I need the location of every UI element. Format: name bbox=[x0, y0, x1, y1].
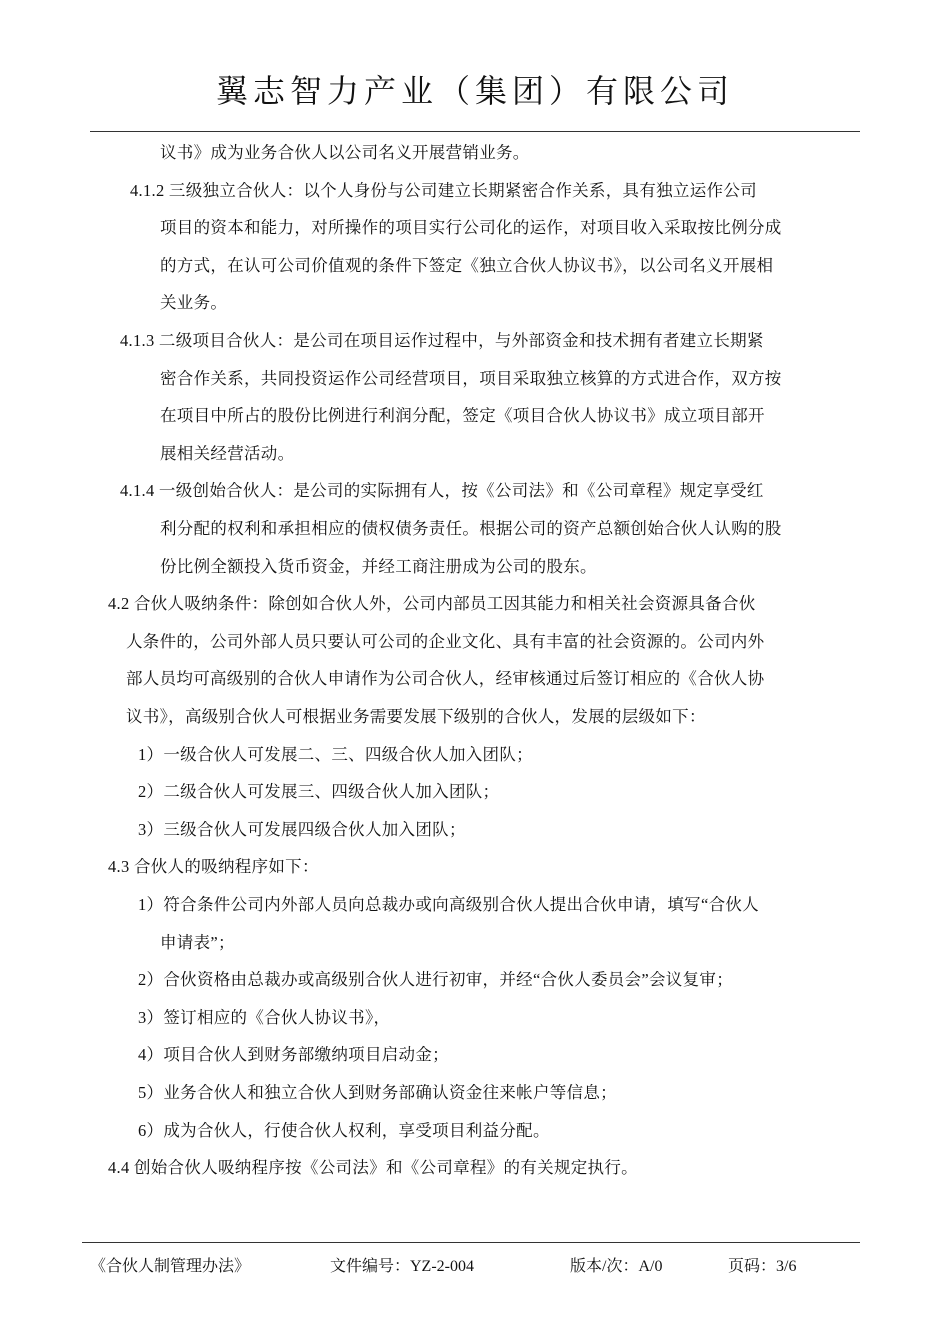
list-item-continuation: 申请表”； bbox=[160, 932, 235, 952]
paragraph-continuation bbox=[160, 134, 530, 172]
text-line: 关业务。 bbox=[160, 293, 228, 313]
paragraph-4-2 bbox=[108, 585, 764, 735]
text-line: 4.3 合伙人的吸纳程序如下： bbox=[108, 857, 319, 877]
paragraph-4-1-2 bbox=[130, 172, 782, 322]
company-title: 翼志智力产业（集团）有限公司 bbox=[215, 72, 734, 110]
text-line: 份比例全额投入货币资金，并经工商注册成为公司的股东。 bbox=[160, 556, 597, 576]
text-line: 密合作关系，共同投资运作公司经营项目，项目采取独立核算的方式进合作，双方按 bbox=[160, 368, 782, 388]
header-divider bbox=[90, 131, 860, 132]
text-line: 人条件的，公司外部人员只要认可公司的企业文化、具有丰富的社会资源的。公司内外 bbox=[126, 631, 765, 651]
list-item: 3）签订相应的《合伙人协议书》， bbox=[138, 1007, 391, 1027]
footer-page-number: 页码：3/6 bbox=[728, 1258, 797, 1275]
text-line: 议书》成为业务合伙人以公司名义开展营销业务。 bbox=[160, 143, 530, 162]
text-line: 4.1.4 一级创始合伙人：是公司的实际拥有人，按《公司法》和《公司章程》规定享受红 bbox=[120, 481, 764, 501]
list-item: 6）成为合伙人，行使合伙人权利，享受项目利益分配。 bbox=[138, 1120, 550, 1140]
text-line: 的方式，在认可公司价值观的条件下签定《独立合伙人协议书》，以公司名义开展相 bbox=[160, 255, 774, 275]
text-line: 4.1.3 二级项目合伙人：是公司在项目运作过程中，与外部资金和技术拥有者建立长期紧 bbox=[120, 331, 764, 350]
paragraph-4-1-3 bbox=[120, 322, 782, 472]
paragraph-4-4 bbox=[108, 1149, 638, 1187]
text-line: 议书》，高级别合伙人可根据业务需要发展下级别的合伙人，发展的层级如下： bbox=[126, 706, 706, 726]
paragraph-4-1-4 bbox=[120, 472, 782, 585]
footer-divider bbox=[82, 1242, 860, 1243]
paragraph-4-2-list bbox=[138, 736, 533, 849]
list-item: 4）项目合伙人到财务部缴纳项目启动金； bbox=[138, 1045, 449, 1065]
footer-version: 版本/次：A/0 bbox=[570, 1258, 663, 1275]
text-line: 部人员均可高级别的合伙人申请作为公司合伙人，经审核通过后签订相应的《合伙人协 bbox=[126, 669, 765, 689]
list-item: 2）二级合伙人可发展三、四级合伙人加入团队； bbox=[138, 782, 500, 802]
list-item: 1）符合条件公司内外部人员向总裁办或向高级别合伙人提出合伙申请，填写“合伙人 bbox=[138, 895, 759, 914]
paragraph-4-3 bbox=[108, 848, 319, 886]
text-line: 4.4 创始合伙人吸纳程序按《公司法》和《公司章程》的有关规定执行。 bbox=[108, 1158, 638, 1177]
list-item: 2）合伙资格由总裁办或高级别合伙人进行初审，并经“合伙人委员会”会议复审； bbox=[138, 970, 733, 990]
text-line: 项目的资本和能力，对所操作的项目实行公司化的运作，对项目收入采取按比例分成 bbox=[160, 218, 782, 238]
text-line: 利分配的权利和承担相应的债权债务责任。根据公司的资产总额创始合伙人认购的股 bbox=[160, 518, 782, 538]
list-item: 3）三级合伙人可发展四级合伙人加入团队； bbox=[138, 819, 466, 839]
list-item: 1）一级合伙人可发展二、三、四级合伙人加入团队； bbox=[138, 744, 533, 764]
text-line: 在项目中所占的股份比例进行利润分配，签定《项目合伙人协议书》成立项目部开 bbox=[160, 406, 765, 426]
paragraph-4-3-list bbox=[138, 886, 759, 1149]
text-line: 展相关经营活动。 bbox=[160, 443, 295, 463]
list-item: 5）业务合伙人和独立合伙人到财务部确认资金往来帐户等信息； bbox=[138, 1082, 617, 1102]
text-line: 4.1.2 三级独立合伙人：以个人身份与公司建立长期紧密合作关系，具有独立运作公司 bbox=[130, 180, 757, 200]
footer-doc-title: 《合伙人制管理办法》 bbox=[90, 1258, 251, 1275]
footer-doc-number: 文件编号：YZ-2-004 bbox=[330, 1258, 474, 1275]
text-line: 4.2 合伙人吸纳条件：除创如合伙人外，公司内部员工因其能力和相关社会资源具备合伙 bbox=[108, 594, 756, 614]
